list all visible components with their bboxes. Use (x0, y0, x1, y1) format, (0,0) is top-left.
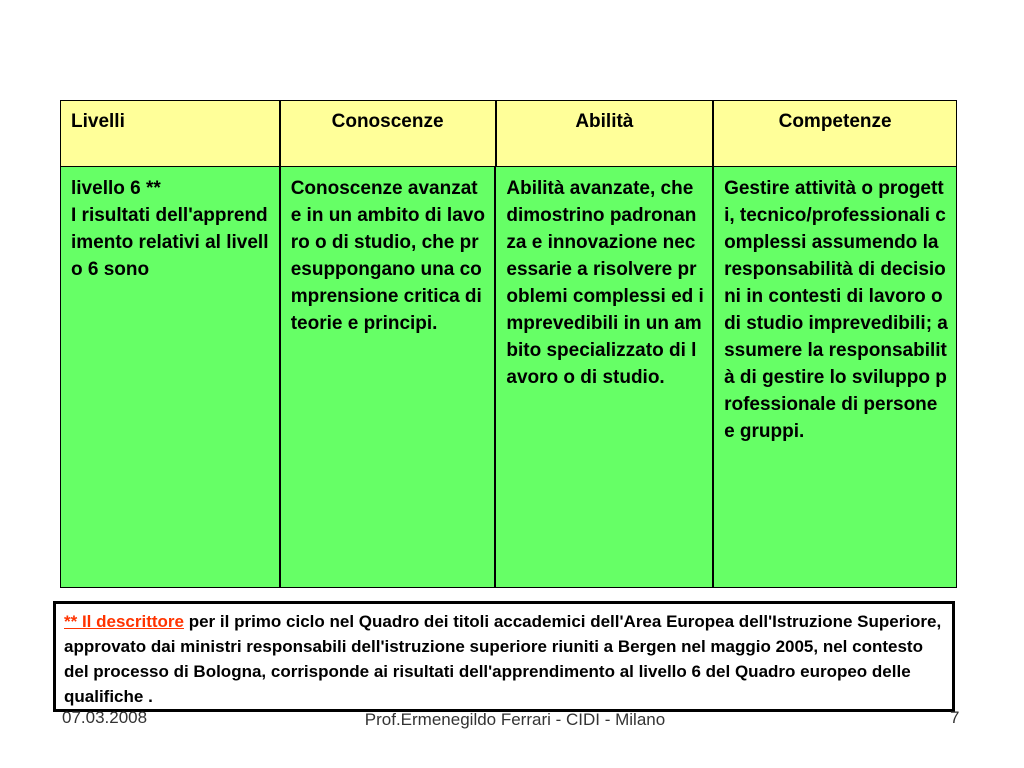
header-abilita: Abilità (496, 100, 714, 170)
footer-author: Prof.Ermenegildo Ferrari - CIDI - Milano (364, 710, 666, 729)
cell-competenze: Gestire attività o progetti, tecnico/professionali complessi assumendo la responsabilità di decisioni in contesti di lavoro o di studio imprevedibili; assumere la responsabilità di gestire lo sviluppo professionale di persone e gruppi. (713, 166, 957, 588)
footnote-box (53, 601, 955, 712)
cell-livelli (60, 166, 280, 588)
cell-livelli-text: livello 6 ** I risultati dell'apprendimento relativi al livello 6 sono (71, 178, 269, 280)
table-body (60, 166, 957, 588)
header-livelli: Livelli (60, 100, 280, 170)
footnote-text: per il primo ciclo nel Quadro dei titoli accademici dell'Area Europea dell'Istruzione Superiore, approvato dai ministri responsabili dell'istruzione superiore riuniti a Bergen nel maggio 2005, nel contesto del processo di Bologna, corrisponde ai risultati dell'apprendimento al livello 6 del Quadro europeo delle qualifiche . (64, 612, 942, 706)
footer-page-number: 7 (950, 708, 960, 727)
header-conoscenze: Conoscenze (280, 100, 496, 170)
table-header (60, 100, 957, 170)
cell-conoscenze: Conoscenze avanzate in un ambito di lavoro o di studio, che presuppongano una comprensione critica di teorie e principi. (280, 166, 496, 588)
footnote-lead: ** Il descrittore (64, 612, 184, 631)
cell-abilita: Abilità avanzate, che dimostrino padronanza e innovazione necessarie a risolvere problemi complessi ed imprevedibili in un ambito specializzato di lavoro o di studio. (495, 166, 713, 588)
footer-date: 07.03.2008 (62, 708, 148, 727)
header-competenze: Competenze (713, 100, 957, 170)
table-row (60, 166, 957, 588)
